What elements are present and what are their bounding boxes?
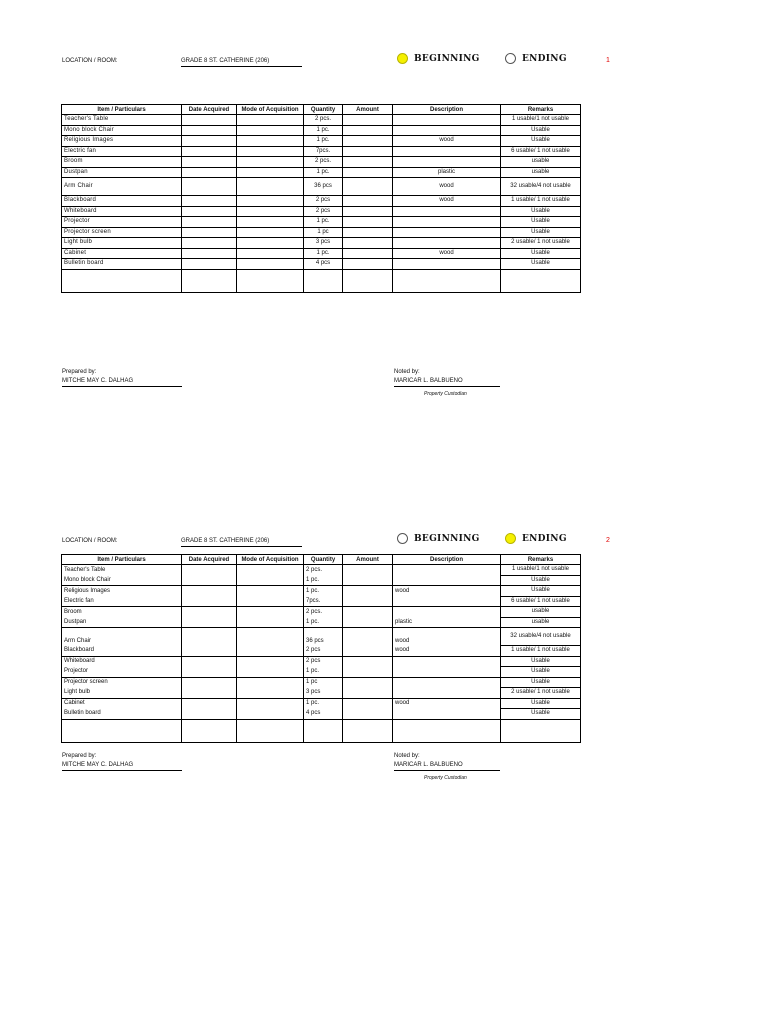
description-cell (393, 565, 501, 576)
item-cell: Teacher's Table (62, 115, 182, 126)
description-cell: plastic (393, 167, 501, 178)
quantity-cell: 1 pc. (304, 586, 343, 597)
header-description: Description (393, 555, 501, 565)
remarks-cell: 2 usable/ 1 not usable (501, 688, 581, 699)
table-row (62, 656, 581, 667)
table-row (62, 206, 581, 217)
description-cell (393, 238, 501, 249)
location-value: GRADE 8 ST. CATHERINE (206) (181, 58, 302, 67)
table-row (62, 157, 581, 168)
header-date-acquired: Date Acquired (182, 105, 237, 115)
remarks-cell: Usable (501, 656, 581, 667)
quantity-cell: 1 pc. (304, 125, 343, 136)
remarks-cell: usable (501, 157, 581, 168)
item-cell: Whiteboard (62, 656, 182, 667)
item-cell: Mono block Chair (62, 125, 182, 136)
quantity-cell: 4 pcs (304, 259, 343, 270)
table-row (62, 248, 581, 259)
remarks-cell: usable (501, 617, 581, 628)
noted-by-label: Noted by: (394, 369, 420, 375)
table-row (62, 565, 581, 576)
quantity-cell: 1 pc (304, 227, 343, 238)
description-cell (393, 157, 501, 168)
radio-circle-icon[interactable] (505, 533, 516, 544)
remarks-cell: usable (501, 607, 581, 618)
table-row (62, 115, 581, 126)
item-cell: Electric fan (62, 146, 182, 157)
header-item: Item / Particulars (62, 105, 182, 115)
table-row-blank (62, 719, 581, 742)
noted-by-name: MARICAR L. BALBUENO (394, 762, 500, 771)
quantity-cell: 4 pcs (304, 709, 343, 720)
remarks-cell: Usable (501, 217, 581, 228)
quantity-cell: 7pcs. (304, 596, 343, 607)
description-cell: wood (393, 196, 501, 207)
page-number: 1 (606, 57, 610, 64)
table-row (62, 575, 581, 586)
description-cell (393, 667, 501, 678)
item-cell: Light bulb (62, 238, 182, 249)
header-amount: Amount (343, 555, 393, 565)
description-cell: wood (393, 628, 501, 646)
item-cell: Projector (62, 667, 182, 678)
remarks-cell: Usable (501, 677, 581, 688)
description-cell: wood (393, 136, 501, 147)
header-quantity: Quantity (304, 555, 343, 565)
prepared-by-block (62, 369, 182, 387)
quantity-cell: 2 pcs (304, 646, 343, 657)
header-quantity: Quantity (304, 105, 343, 115)
description-cell (393, 596, 501, 607)
radio-circle-icon[interactable] (397, 533, 408, 544)
quantity-cell: 1 pc. (304, 167, 343, 178)
item-cell: Blackboard (62, 196, 182, 207)
quantity-cell: 3 pcs (304, 238, 343, 249)
quantity-cell: 2 pcs (304, 196, 343, 207)
remarks-cell: Usable (501, 259, 581, 270)
ending-label: ENDING (522, 53, 567, 64)
table-row (62, 125, 581, 136)
table-header-row (62, 105, 581, 115)
quantity-cell: 1 pc. (304, 698, 343, 709)
table-row (62, 238, 581, 249)
item-cell: Projector screen (62, 227, 182, 238)
table-row (62, 178, 581, 196)
location-label: LOCATION / ROOM: (62, 58, 118, 64)
item-cell: Whiteboard (62, 206, 182, 217)
quantity-cell: 1 pc. (304, 248, 343, 259)
table-row (62, 217, 581, 228)
description-cell (393, 217, 501, 228)
description-cell (393, 206, 501, 217)
remarks-cell: 32 usable/4 not usable (501, 628, 581, 646)
description-cell (393, 709, 501, 720)
page-number: 2 (606, 537, 610, 544)
prepared-by-label: Prepared by: (62, 753, 97, 759)
header-mode-of-acquisition: Mode of Acquisition (237, 555, 304, 565)
remarks-cell: Usable (501, 125, 581, 136)
description-cell (393, 656, 501, 667)
remarks-cell: Usable (501, 709, 581, 720)
noted-by-block (394, 753, 500, 771)
remarks-cell: Usable (501, 227, 581, 238)
table-row (62, 146, 581, 157)
remarks-cell: 1 usable/1 not usable (501, 115, 581, 126)
beginning-option[interactable] (397, 53, 480, 64)
description-cell (393, 227, 501, 238)
table-header-row (62, 555, 581, 565)
item-cell: Dustpan (62, 167, 182, 178)
table-row (62, 167, 581, 178)
item-cell: Projector (62, 217, 182, 228)
remarks-cell: 1 usable/ 1 not usable (501, 196, 581, 207)
remarks-cell: Usable (501, 575, 581, 586)
remarks-cell: Usable (501, 136, 581, 147)
remarks-cell: usable (501, 167, 581, 178)
header-remarks: Remarks (501, 105, 581, 115)
table-row (62, 607, 581, 618)
quantity-cell: 2 pcs. (304, 115, 343, 126)
table-row (62, 586, 581, 597)
quantity-cell: 3 pcs (304, 688, 343, 699)
table-row (62, 667, 581, 678)
quantity-cell: 2 pcs. (304, 607, 343, 618)
table-row (62, 136, 581, 147)
quantity-cell: 36 pcs (304, 178, 343, 196)
item-cell: Arm Chair (62, 628, 182, 646)
description-cell: plastic (393, 617, 501, 628)
header-item: Item / Particulars (62, 555, 182, 565)
quantity-cell: 2 pcs (304, 206, 343, 217)
item-cell: Cabinet (62, 698, 182, 709)
description-cell: wood (393, 698, 501, 709)
table-row (62, 709, 581, 720)
prepared-by-label: Prepared by: (62, 369, 97, 375)
remarks-cell: Usable (501, 586, 581, 597)
table-row-blank (62, 269, 581, 292)
prepared-by-name: MITCHE MAY C. DALHAG (62, 378, 182, 387)
location-value: GRADE 8 ST. CATHERINE (206) (181, 538, 302, 547)
description-cell (393, 575, 501, 586)
quantity-cell: 7pcs. (304, 146, 343, 157)
item-cell: Projector screen (62, 677, 182, 688)
inventory-table (61, 104, 581, 293)
quantity-cell: 36 pcs (304, 628, 343, 646)
table-row (62, 688, 581, 699)
table-row (62, 646, 581, 657)
location-label: LOCATION / ROOM: (62, 538, 118, 544)
header-date-acquired: Date Acquired (182, 555, 237, 565)
table-row (62, 677, 581, 688)
table-row (62, 698, 581, 709)
item-cell: Bulletin board (62, 259, 182, 270)
remarks-cell: 1 usable/1 not usable (501, 565, 581, 576)
description-cell (393, 677, 501, 688)
quantity-cell: 2 pcs. (304, 565, 343, 576)
remarks-cell: 6 usable/ 1 not usable (501, 146, 581, 157)
remarks-cell: 1 usable/ 1 not usable (501, 646, 581, 657)
item-cell: Broom (62, 607, 182, 618)
description-cell: wood (393, 646, 501, 657)
custodian-title: Property Custodian (424, 775, 467, 781)
header-mode-of-acquisition: Mode of Acquisition (237, 105, 304, 115)
ending-option[interactable] (505, 533, 567, 544)
radio-circle-icon[interactable] (505, 53, 516, 64)
table-row (62, 196, 581, 207)
quantity-cell: 1 pc (304, 677, 343, 688)
table-row (62, 617, 581, 628)
item-cell: Cabinet (62, 248, 182, 259)
description-cell (393, 259, 501, 270)
item-cell: Electric fan (62, 596, 182, 607)
quantity-cell: 1 pc. (304, 667, 343, 678)
noted-by-label: Noted by: (394, 753, 420, 759)
description-cell (393, 125, 501, 136)
table-row (62, 259, 581, 270)
header-remarks: Remarks (501, 555, 581, 565)
description-cell: wood (393, 248, 501, 259)
table-row (62, 628, 581, 646)
quantity-cell: 2 pcs. (304, 157, 343, 168)
inventory-table (61, 554, 581, 743)
table-row (62, 227, 581, 238)
description-cell: wood (393, 178, 501, 196)
prepared-by-name: MITCHE MAY C. DALHAG (62, 762, 182, 771)
noted-by-block (394, 369, 500, 387)
item-cell: Bulletin board (62, 709, 182, 720)
remarks-cell: 6 usable/ 1 not usable (501, 596, 581, 607)
item-cell: Broom (62, 157, 182, 168)
custodian-title: Property Custodian (424, 391, 467, 397)
beginning-option[interactable] (397, 533, 480, 544)
description-cell (393, 607, 501, 618)
remarks-cell: Usable (501, 698, 581, 709)
item-cell: Religious Images (62, 136, 182, 147)
ending-label: ENDING (522, 533, 567, 544)
header-description: Description (393, 105, 501, 115)
table-row (62, 596, 581, 607)
description-cell (393, 688, 501, 699)
beginning-label: BEGINNING (414, 533, 480, 544)
description-cell (393, 146, 501, 157)
item-cell: Mono block Chair (62, 575, 182, 586)
quantity-cell: 2 pcs (304, 656, 343, 667)
remarks-cell: Usable (501, 248, 581, 259)
remarks-cell: Usable (501, 667, 581, 678)
item-cell: Dustpan (62, 617, 182, 628)
description-cell (393, 115, 501, 126)
remarks-cell: 32 usable/4 not usable (501, 178, 581, 196)
ending-option[interactable] (505, 53, 567, 64)
quantity-cell: 1 pc. (304, 136, 343, 147)
quantity-cell: 1 pc. (304, 617, 343, 628)
item-cell: Arm Chair (62, 178, 182, 196)
radio-circle-icon[interactable] (397, 53, 408, 64)
beginning-label: BEGINNING (414, 53, 480, 64)
noted-by-name: MARICAR L. BALBUENO (394, 378, 500, 387)
item-cell: Light bulb (62, 688, 182, 699)
remarks-cell: 2 usable/ 1 not usable (501, 238, 581, 249)
remarks-cell: Usable (501, 206, 581, 217)
prepared-by-block (62, 753, 182, 771)
item-cell: Blackboard (62, 646, 182, 657)
item-cell: Teacher's Table (62, 565, 182, 576)
header-amount: Amount (343, 105, 393, 115)
item-cell: Religious Images (62, 586, 182, 597)
description-cell: wood (393, 586, 501, 597)
quantity-cell: 1 pc. (304, 575, 343, 586)
quantity-cell: 1 pc. (304, 217, 343, 228)
